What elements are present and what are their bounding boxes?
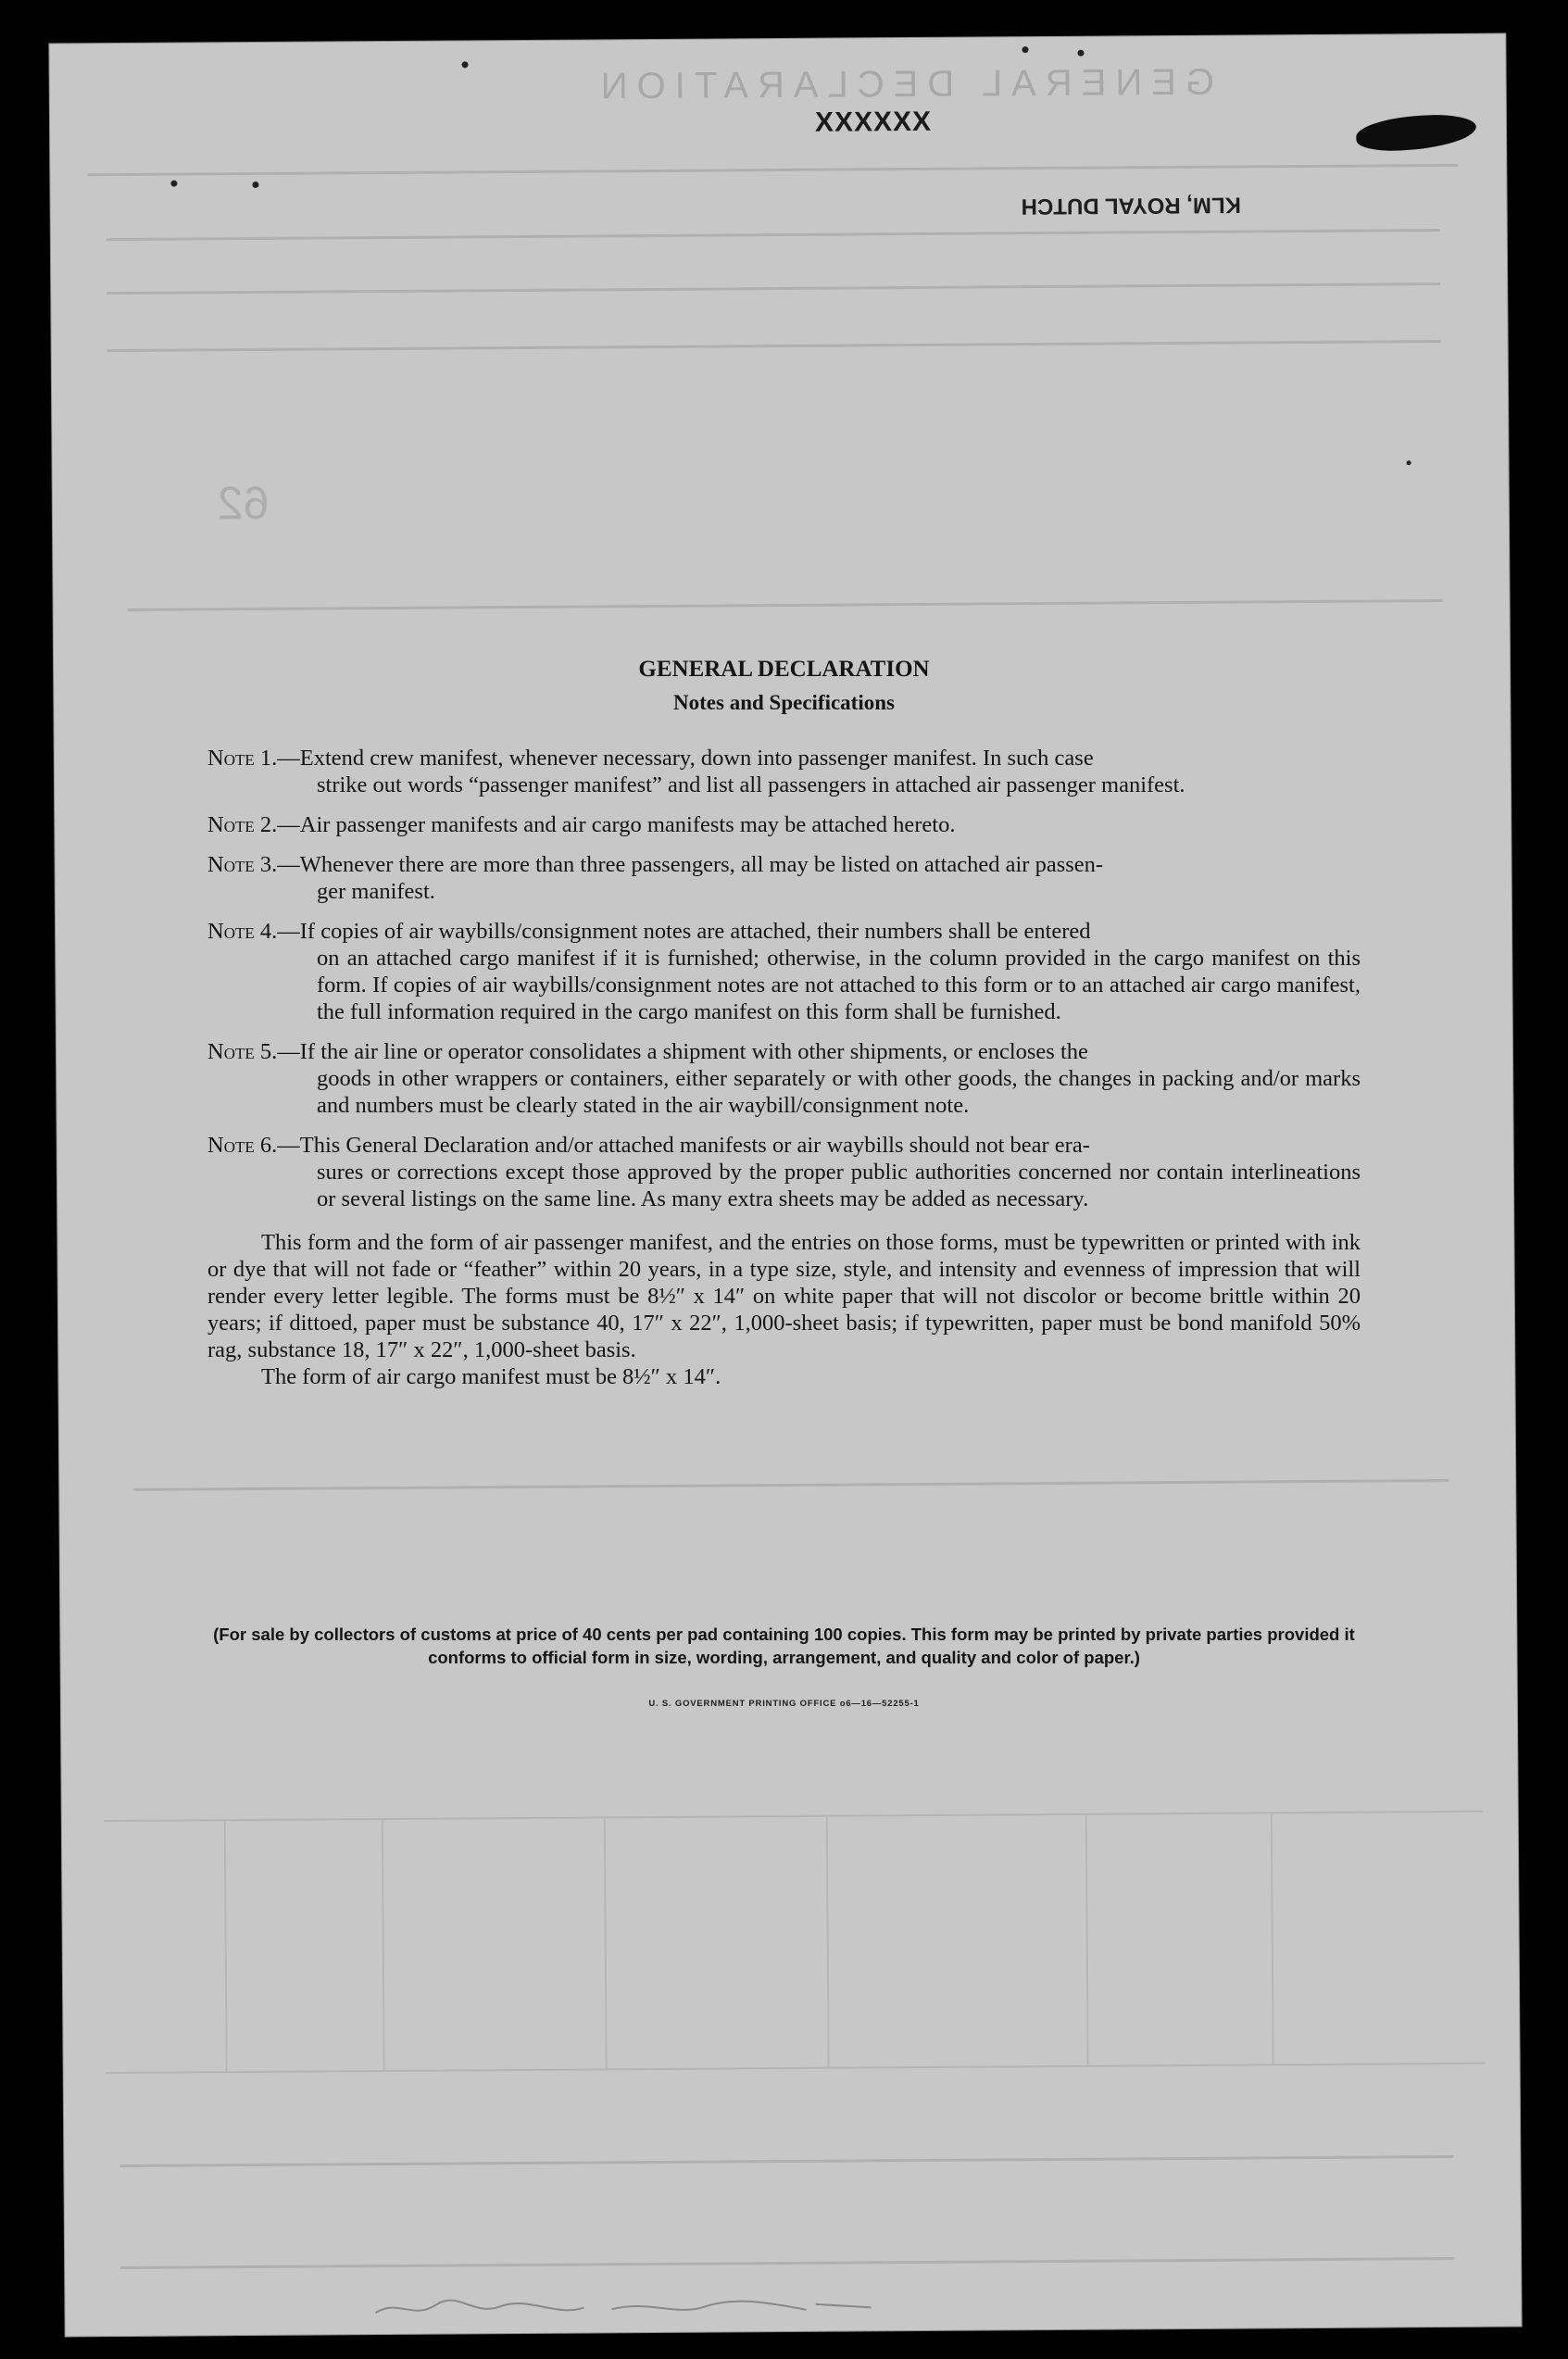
note-3: Note 3.—Whenever there are more than three passengers, all may be listed on attached air passen- ger manifest. xyxy=(207,851,1361,905)
typed-mark: XXXXXX xyxy=(814,106,933,138)
ink-blot xyxy=(1355,111,1477,154)
note-continuation: strike out words “passenger manifest” and list all passengers in attached air passenger manifest. xyxy=(317,772,1185,797)
cargo-manifest-size-line: The form of air cargo manifest must be 8½″ x 14″. xyxy=(261,1364,721,1389)
specks xyxy=(1077,50,1084,56)
note-first-line: If the air line or operator consolidates a shipment with other shipments, or encloses the xyxy=(299,1039,1088,1064)
specks xyxy=(252,182,258,188)
airline-stamp: KLM, ROYAL DUTCH xyxy=(1021,192,1242,220)
note-first-line: Extend crew manifest, whenever necessary, down into passenger manifest. In such case xyxy=(299,746,1094,771)
note-continuation: on an attached cargo manifest if it is furnished; otherwise, in the column provided in the cargo manifest on this form. If copies of air waybills/consignment notes are not attached to this form or to an attached air cargo manifest, the full information required in the cargo manifest on this form shall be furnished. xyxy=(317,946,1361,1024)
show-through-rule xyxy=(107,282,1440,295)
note-first-line: If copies of air waybills/consignment notes are attached, their numbers shall be entered xyxy=(299,919,1091,944)
note-continuation: ger manifest. xyxy=(317,879,435,904)
note-label: Note 4. xyxy=(207,919,278,944)
note-label: Note 3. xyxy=(207,852,278,877)
form-specifications-paragraph: This form and the form of air passenger manifest, and the entries on those forms, must be typewritten or printed with ink or dye that will not fade or “feather” within 20 years, in a type size, style, and intensity and evenness of impression that will render every letter legible. The forms must be 8½″ x 14″ on white paper that will not discolor or become brittle within 20 years; if dittoed, paper must be substance 40, 17″ x 22″, 1,000-sheet basis; if typewritten, paper must be bond manifold 50% rag, substance 18, 17″ x 22″, 1,000-sheet basis. xyxy=(207,1230,1361,1362)
show-through-column xyxy=(382,1820,385,2070)
show-through-rule xyxy=(107,229,1440,241)
note-label: Note 2. xyxy=(207,812,278,837)
show-through-rule xyxy=(107,340,1441,352)
note-continuation: sures or corrections except those approved by the proper public authorities concerned nor contain interlineations or several listings on the same line. As many extra sheets may be added as necessary. xyxy=(317,1160,1361,1211)
specks xyxy=(462,61,469,68)
show-through-column xyxy=(604,1818,608,2068)
note-5: Note 5.—If the air line or operator consolidates a shipment with other shipments, or encloses the goods in other wrappers or containers, either separately or with other goods, the changes in packing and/or marks and numbers must be clearly stated in the air waybill/consignment note. xyxy=(207,1039,1361,1118)
notes-and-specifications xyxy=(207,654,1361,1390)
specks xyxy=(170,181,177,187)
note-2: Note 2.—Air passenger manifests and air cargo manifests may be attached hereto. xyxy=(207,812,956,837)
show-through-rule xyxy=(119,2155,1453,2167)
show-through-cargo-table xyxy=(104,1811,1486,2074)
note-first-line: Whenever there are more than three passengers, all may be listed on attached air passen- xyxy=(299,852,1104,877)
printer-imprint: U. S. GOVERNMENT PRINTING OFFICE o6—16—52255-1 xyxy=(648,1699,920,1709)
show-through-column xyxy=(224,1821,228,2071)
specks xyxy=(1022,46,1028,53)
show-through-number: 62 xyxy=(217,476,270,530)
note-first-line: This General Declaration and/or attached manifests or air waybills should not bear era- xyxy=(299,1133,1090,1158)
note-label: Note 5. xyxy=(207,1039,278,1064)
show-through-title: GENERAL DECLARATION xyxy=(591,61,1215,107)
show-through-rule xyxy=(133,1479,1449,1491)
note-6: Note 6.—This General Declaration and/or attached manifests or air waybills should not bear era- sures or corrections except those approved by the proper public authorities concerned nor contain interlineations or several listings on the same line. As many extra sheets may be added as necessary. xyxy=(207,1133,1361,1211)
show-through-rule xyxy=(87,164,1458,176)
show-through-rule xyxy=(128,599,1443,611)
note-4: Note 4.—If copies of air waybills/consignment notes are attached, their numbers shall be entered on an attached cargo manifest if it is furnished; otherwise, in the column provided in the cargo manifest on this form. If copies of air waybills/consignment notes are not attached to this form or to an attached air cargo manifest, the full information required in the cargo manifest on this form shall be furnished. xyxy=(207,919,1361,1024)
note-label: Note 1. xyxy=(207,746,278,771)
note-label: Note 6. xyxy=(207,1133,278,1158)
show-through-column xyxy=(826,1817,830,2067)
show-through-column xyxy=(1271,1813,1274,2064)
show-through-column xyxy=(1085,1815,1089,2065)
show-through-signature xyxy=(370,2290,889,2322)
specks xyxy=(1407,460,1411,465)
document-subheading: Notes and Specifications xyxy=(673,691,895,714)
sale-notice: (For sale by collectors of customs at price of 40 cents per pad containing 100 copies. This form may be printed by private parties provided it conforms to official form in size, wording, arrangement, and quality and color of paper.) xyxy=(213,1625,1355,1667)
show-through-rule xyxy=(120,2257,1454,2269)
note-continuation: goods in other wrappers or containers, either separately or with other goods, the changes in packing and/or marks and numbers must be clearly stated in the air waybill/consignment note. xyxy=(317,1066,1361,1118)
note-first-line: Air passenger manifests and air cargo manifests may be attached hereto. xyxy=(299,812,956,837)
document-heading: GENERAL DECLARATION xyxy=(638,657,930,682)
note-1: Note 1.—Extend crew manifest, whenever necessary, down into passenger manifest. In such case strike out words “passenger manifest” and list all passengers in attached air passenger manifest. xyxy=(207,745,1361,798)
